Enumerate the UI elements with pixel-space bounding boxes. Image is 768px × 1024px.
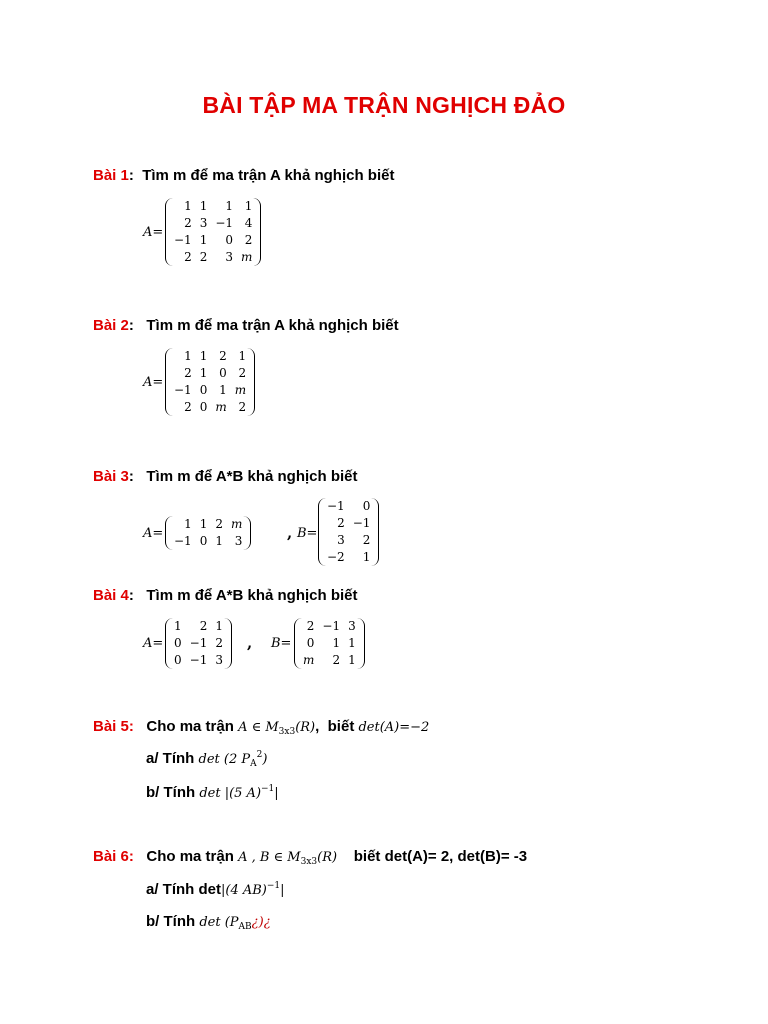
exercise-4-text: Tìm m để A*B khả nghịch biết bbox=[146, 587, 358, 604]
matrix-row bbox=[323, 549, 374, 566]
matrix-cell: 1 bbox=[199, 517, 208, 531]
exercise-4-label: Bài 4 bbox=[93, 587, 129, 604]
matrix-cell: −1 bbox=[322, 619, 341, 633]
matrix-cell: 2 bbox=[184, 250, 192, 264]
matrix-row bbox=[170, 618, 227, 635]
matrix-cell: 0 bbox=[306, 636, 315, 650]
matrix-cell: 3 bbox=[199, 216, 208, 230]
matrix-cell: 2 bbox=[337, 516, 345, 530]
matrix-row bbox=[323, 515, 374, 532]
exercise-3-text: Tìm m để A*B khả nghịch biết bbox=[146, 468, 358, 485]
matrix-row bbox=[323, 498, 374, 515]
matrix-cell: m bbox=[234, 383, 247, 397]
matrix-row bbox=[170, 232, 256, 249]
exercise-6-heading: Bài 6: Cho ma trận A , B ∈ $M_{3x3}(R)$ biết det(A)= 2, det(B)= -3 bbox=[93, 848, 528, 867]
matrix-cell: 1 bbox=[225, 199, 234, 213]
matrix-row bbox=[170, 215, 256, 232]
matrix-B bbox=[294, 618, 365, 669]
matrix-cell: 0 bbox=[199, 400, 208, 414]
page-title: BÀI TẬP MA TRẬN NGHỊCH ĐẢO bbox=[202, 92, 566, 118]
exercise-5-heading: Bài 5: Cho ma trận A ∈ $M_{3x3}(R)$, biết det(A)=−2 bbox=[93, 718, 430, 737]
matrix-cell: 0 bbox=[199, 534, 208, 548]
matrix-cell: 4 bbox=[244, 216, 253, 230]
matrix-cell: 1 bbox=[215, 534, 223, 548]
matrix-cell: 2 bbox=[362, 533, 371, 547]
matrix-cell: 1 bbox=[199, 349, 208, 363]
matrix-cell: 2 bbox=[184, 400, 192, 414]
matrix-cell: 2 bbox=[199, 619, 208, 633]
matrix-row bbox=[170, 382, 250, 399]
exercise-4-heading: Bài 4: Tìm m để A*B khả nghịch biết bbox=[93, 587, 358, 604]
matrix-cell: 3 bbox=[225, 250, 234, 264]
matrix-cell: 1 bbox=[184, 517, 192, 531]
matrix-row bbox=[170, 198, 256, 215]
matrix-row bbox=[170, 399, 250, 416]
matrix-cell: 2 bbox=[215, 517, 223, 531]
matrix-cell: 0 bbox=[174, 636, 182, 650]
matrix-cell: 2 bbox=[215, 636, 223, 650]
matrix-cell: −1 bbox=[215, 216, 234, 230]
set-expression: A , B ∈ $M_{3x3}(R)$ bbox=[238, 850, 338, 867]
matrix-cell: 2 bbox=[238, 366, 247, 380]
matrix-cell: m bbox=[230, 517, 243, 531]
matrix-row bbox=[170, 533, 246, 550]
matrix-row bbox=[170, 652, 227, 669]
matrix-cell: m bbox=[215, 400, 227, 414]
matrix-cell: 2 bbox=[306, 619, 315, 633]
matrix-cell: 0 bbox=[362, 499, 371, 513]
matrix-cell: 1 bbox=[362, 550, 371, 564]
matrix-cell: 3 bbox=[234, 534, 243, 548]
exercise-2-heading: Bài 2: Tìm m để ma trận A khả nghịch biết bbox=[93, 317, 399, 334]
matrix-cell: −1 bbox=[174, 534, 192, 548]
exercise-6-label: Bài 6: bbox=[93, 848, 134, 865]
matrix-cell: 0 bbox=[174, 653, 182, 667]
matrix-cell: 1 bbox=[215, 619, 223, 633]
matrix-cell: 2 bbox=[332, 653, 341, 667]
matrix-cell: 1 bbox=[348, 653, 356, 667]
matrix-A bbox=[165, 516, 251, 550]
matrix-row bbox=[299, 652, 360, 669]
exercise-5-part-b: b/ Tính det |(5 A)$^{-1}$| bbox=[146, 784, 279, 801]
exercise-1-text: Tìm m để ma trận A khả nghịch biết bbox=[142, 167, 395, 184]
matrix-cell: m bbox=[303, 653, 315, 667]
matrix-row bbox=[299, 635, 360, 652]
exercise-2-text: Tìm m để ma trận A khả nghịch biết bbox=[146, 317, 399, 334]
matrix-A bbox=[165, 618, 232, 669]
matrix-cell: 1 bbox=[199, 366, 208, 380]
matrix-cell: 1 bbox=[238, 349, 247, 363]
matrix-cell: 2 bbox=[184, 366, 192, 380]
exercise-5-part-a: a/ Tính det (2 $P_A^2$) bbox=[146, 750, 268, 769]
matrix-cell: m bbox=[241, 250, 253, 264]
matrix-cell: 2 bbox=[199, 250, 208, 264]
matrix-cell: 1 bbox=[348, 636, 356, 650]
matrix-cell: 1 bbox=[184, 349, 192, 363]
set-expression: A ∈ $M_{3x3}(R)$ bbox=[238, 720, 316, 737]
matrix-row bbox=[170, 249, 256, 266]
exercise-6-part-b: b/ Tính $\det (P_{AB}¿)¿$ bbox=[146, 913, 271, 932]
exercise-3-heading: Bài 3: Tìm m để A*B khả nghịch biết bbox=[93, 468, 358, 485]
matrix-cell: 2 bbox=[244, 233, 253, 247]
matrix-cell: 3 bbox=[215, 653, 223, 667]
matrix-cell: 2 bbox=[238, 400, 247, 414]
matrix-row bbox=[170, 635, 227, 652]
matrix-cell: 0 bbox=[199, 383, 208, 397]
matrix-cell: 0 bbox=[219, 366, 227, 380]
exercise-3-label: Bài 3 bbox=[93, 468, 129, 485]
matrix-cell: −1 bbox=[352, 516, 371, 530]
matrix-A bbox=[165, 198, 261, 266]
matrix-A bbox=[165, 348, 255, 416]
matrix-cell: 1 bbox=[219, 383, 227, 397]
matrix-cell: 1 bbox=[199, 233, 208, 247]
matrix-cell: −1 bbox=[174, 383, 192, 397]
matrix-cell: −1 bbox=[174, 233, 192, 247]
matrix-cell: 2 bbox=[184, 216, 192, 230]
exercise-6-part-a: a/ Tính det|(4 AB)$^{-1}$| bbox=[146, 881, 285, 898]
matrix-cell: 1 bbox=[184, 199, 192, 213]
matrix-row bbox=[170, 516, 246, 533]
matrix-cell: −1 bbox=[327, 499, 345, 513]
matrix-cell: 3 bbox=[348, 619, 356, 633]
matrix-cell: 2 bbox=[219, 349, 227, 363]
exercise-1-heading: Bài 1: Tìm m để ma trận A khả nghịch biết bbox=[93, 167, 395, 184]
exercise-5-label: Bài 5: bbox=[93, 718, 134, 735]
matrix-B bbox=[318, 498, 379, 566]
matrix-cell: −2 bbox=[327, 550, 345, 564]
matrix-row bbox=[323, 532, 374, 549]
det-condition: det(A)=−2 bbox=[358, 720, 430, 735]
exercise-2-label: Bài 2 bbox=[93, 317, 129, 334]
matrix-cell: 1 bbox=[174, 619, 182, 633]
matrix-cell: 1 bbox=[332, 636, 341, 650]
matrix-row bbox=[299, 618, 360, 635]
matrix-row bbox=[170, 348, 250, 365]
matrix-cell: 3 bbox=[337, 533, 345, 547]
exercise-1-label: Bài 1 bbox=[93, 167, 129, 184]
matrix-cell: 1 bbox=[199, 199, 208, 213]
matrix-row bbox=[170, 365, 250, 382]
matrix-cell: −1 bbox=[189, 653, 208, 667]
matrix-cell: 0 bbox=[225, 233, 234, 247]
matrix-cell: 1 bbox=[244, 199, 253, 213]
matrix-cell: −1 bbox=[189, 636, 208, 650]
